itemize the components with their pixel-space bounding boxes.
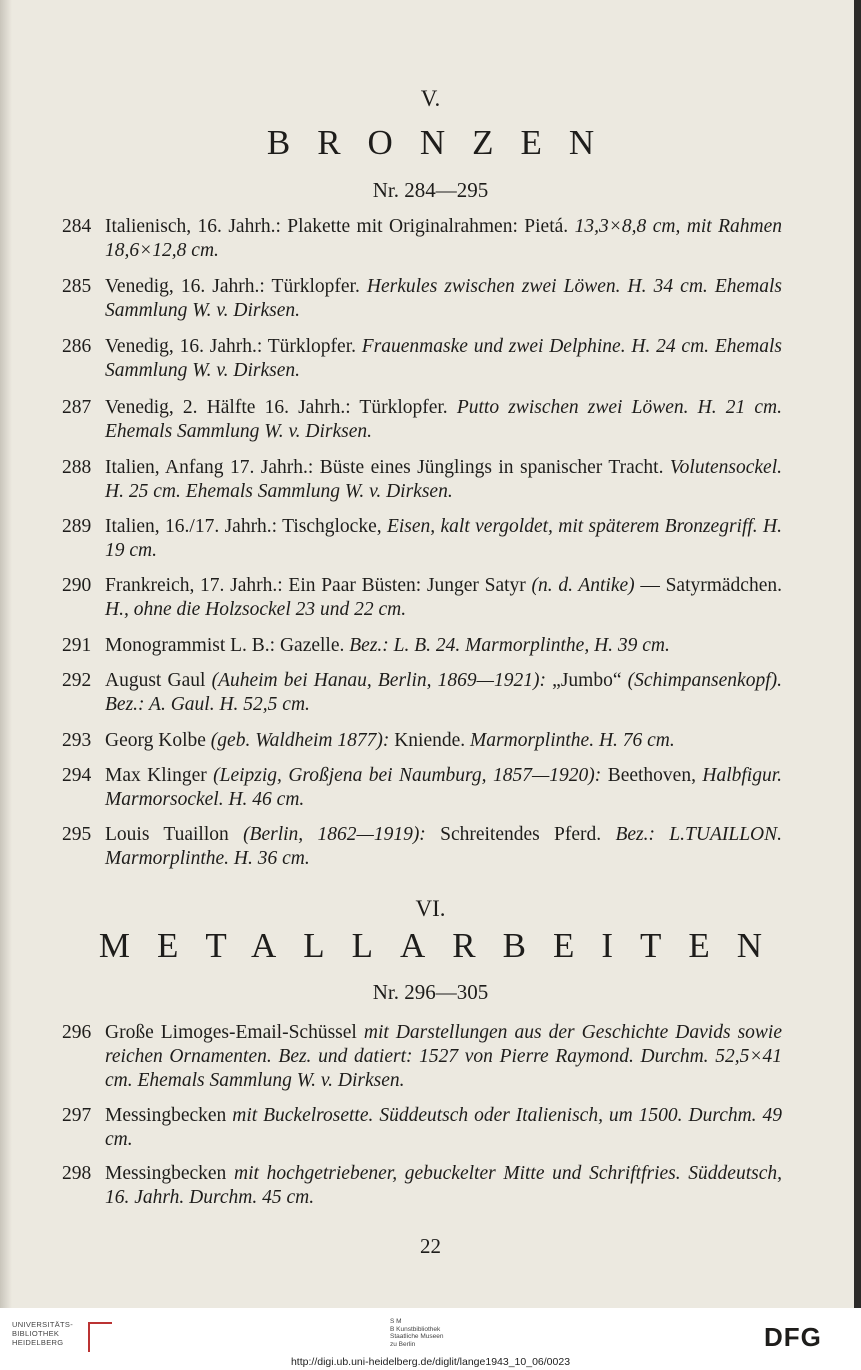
entry-number: 291 xyxy=(62,635,92,656)
catalog-entry xyxy=(62,215,782,263)
kunstbibliothek-line: B Kunstbibliothek xyxy=(390,1325,441,1333)
entry-text: Venedig, 16. Jahrh.: Türklopfer. Frauenmaske und zwei Delphine. H. 24 cm. Ehemals Sammlung W. v. Dirksen. xyxy=(105,336,782,381)
catalog-entry xyxy=(62,275,782,323)
catalog-entry xyxy=(62,1162,782,1210)
catalog-entry xyxy=(62,729,782,753)
university-logo[interactable] xyxy=(12,1320,107,1358)
section-number: VI. xyxy=(415,896,446,921)
catalog-entry xyxy=(62,764,782,812)
entry-text: Italien, Anfang 17. Jahrh.: Büste eines Jünglings in spanischer Tracht. Volutensockel. H. 25 cm. Ehemals Sammlung W. v. Dirksen. xyxy=(105,457,782,502)
kunstbibliothek-line: S M xyxy=(390,1318,402,1325)
section-range: Nr. 284—295 xyxy=(372,178,489,202)
entry-number: 285 xyxy=(62,276,92,297)
section-number: V. xyxy=(420,86,441,111)
section-title: BRONZEN xyxy=(266,123,622,162)
entry-text: Georg Kolbe (geb. Waldheim 1877): Kniende. Marmorplinthe. H. 76 cm. xyxy=(105,730,675,751)
library-emblem-icon xyxy=(88,1322,112,1352)
catalog-entry xyxy=(62,823,782,871)
kunstbibliothek-line: zu Berlin xyxy=(390,1340,416,1348)
entry-number: 296 xyxy=(62,1022,92,1043)
entry-number: 290 xyxy=(62,575,92,596)
section-title: METALLARBEITEN xyxy=(98,926,790,965)
entry-number: 292 xyxy=(62,670,92,691)
entry-text: Italienisch, 16. Jahrh.: Plakette mit Originalrahmen: Pietá. 13,3×8,8 cm, mit Rahmen 18,6×12,8 cm. xyxy=(105,216,782,261)
entry-text: August Gaul (Auheim bei Hanau, Berlin, 1869—1921): „Jumbo“ (Schimpansenkopf). Bez.: A. Gaul. H. 52,5 cm. xyxy=(105,670,782,715)
entry-text: Italien, 16./17. Jahrh.: Tischglocke, Eisen, kalt vergoldet, mit späterem Bronzegriff. H. 19 cm. xyxy=(105,516,782,561)
entry-text: Venedig, 2. Hälfte 16. Jahrh.: Türklopfer. Putto zwischen zwei Löwen. H. 21 cm. Ehemals Sammlung W. v. Dirksen. xyxy=(105,397,782,442)
entry-text: Venedig, 16. Jahrh.: Türklopfer. Herkules zwischen zwei Löwen. H. 34 cm. Ehemals Sammlung W. v. Dirksen. xyxy=(105,276,783,321)
entry-text: Monogrammist L. B.: Gazelle. Bez.: L. B. 24. Marmorplinthe, H. 39 cm. xyxy=(105,635,670,656)
catalog-entry xyxy=(62,634,782,658)
entry-number: 286 xyxy=(62,336,92,357)
entry-number: 284 xyxy=(62,216,92,237)
kunstbibliothek-line: Staatliche Museen xyxy=(390,1333,444,1340)
catalog-entry xyxy=(62,335,782,383)
entry-number: 295 xyxy=(62,824,92,845)
footer-bar xyxy=(0,1308,861,1370)
university-name-line: HEIDELBERG xyxy=(12,1338,64,1347)
university-name-line: UNIVERSITÄTS- xyxy=(12,1320,73,1329)
entry-text: Louis Tuaillon (Berlin, 1862—1919): Schreitendes Pferd. Bez.: L.TUAILLON. Marmorplinthe. H. 36 cm. xyxy=(105,824,783,869)
entry-text: Messingbecken mit hochgetriebener, gebuckelter Mitte und Schriftfries. Süddeutsch, 16. Jahrh. Durchm. 45 cm. xyxy=(105,1163,782,1208)
catalog-entry xyxy=(62,669,782,717)
dfg-logo[interactable]: DFG xyxy=(764,1322,822,1352)
entry-text: Max Klinger (Leipzig, Großjena bei Naumburg, 1857—1920): Beethoven, Halbfigur. Marmorsockel. H. 46 cm. xyxy=(105,765,783,810)
catalog-entry xyxy=(62,574,782,622)
entry-number: 298 xyxy=(62,1163,92,1184)
entry-number: 288 xyxy=(62,457,92,478)
entry-number: 287 xyxy=(62,397,92,418)
entry-text: Frankreich, 17. Jahrh.: Ein Paar Büsten: Junger Satyr (n. d. Antike) — Satyrmädchen. H., ohne die Holzsockel 23 und 22 cm. xyxy=(105,575,782,620)
entry-text: Große Limoges-Email-Schüssel mit Darstellungen aus der Geschichte Davids sowie reichen Ornamenten. Bez. und datiert: 1527 von Pierre Raymond. Durchm. 52,5×41 cm. Ehemals Sammlung W. v. Dirksen. xyxy=(105,1022,782,1091)
page-number: 22 xyxy=(420,1234,441,1258)
catalog-entry xyxy=(62,1104,782,1152)
entry-number: 294 xyxy=(62,765,92,786)
entry-text: Messingbecken mit Buckelrosette. Süddeutsch oder Italienisch, um 1500. Durchm. 49 cm. xyxy=(105,1105,782,1150)
entry-number: 289 xyxy=(62,516,92,537)
catalog-entry xyxy=(62,1021,782,1093)
catalog-entry xyxy=(62,456,782,504)
entry-number: 297 xyxy=(62,1105,92,1126)
section-range: Nr. 296—305 xyxy=(372,980,489,1004)
permalink-url[interactable]: http://digi.ub.uni-heidelberg.de/diglit/lange1943_10_06/0023 xyxy=(290,1356,571,1368)
entry-number: 293 xyxy=(62,730,92,751)
catalog-entry xyxy=(62,515,782,563)
university-name-line: BIBLIOTHEK xyxy=(12,1329,60,1338)
kunstbibliothek-logo xyxy=(390,1318,510,1348)
catalog-entry xyxy=(62,396,782,444)
